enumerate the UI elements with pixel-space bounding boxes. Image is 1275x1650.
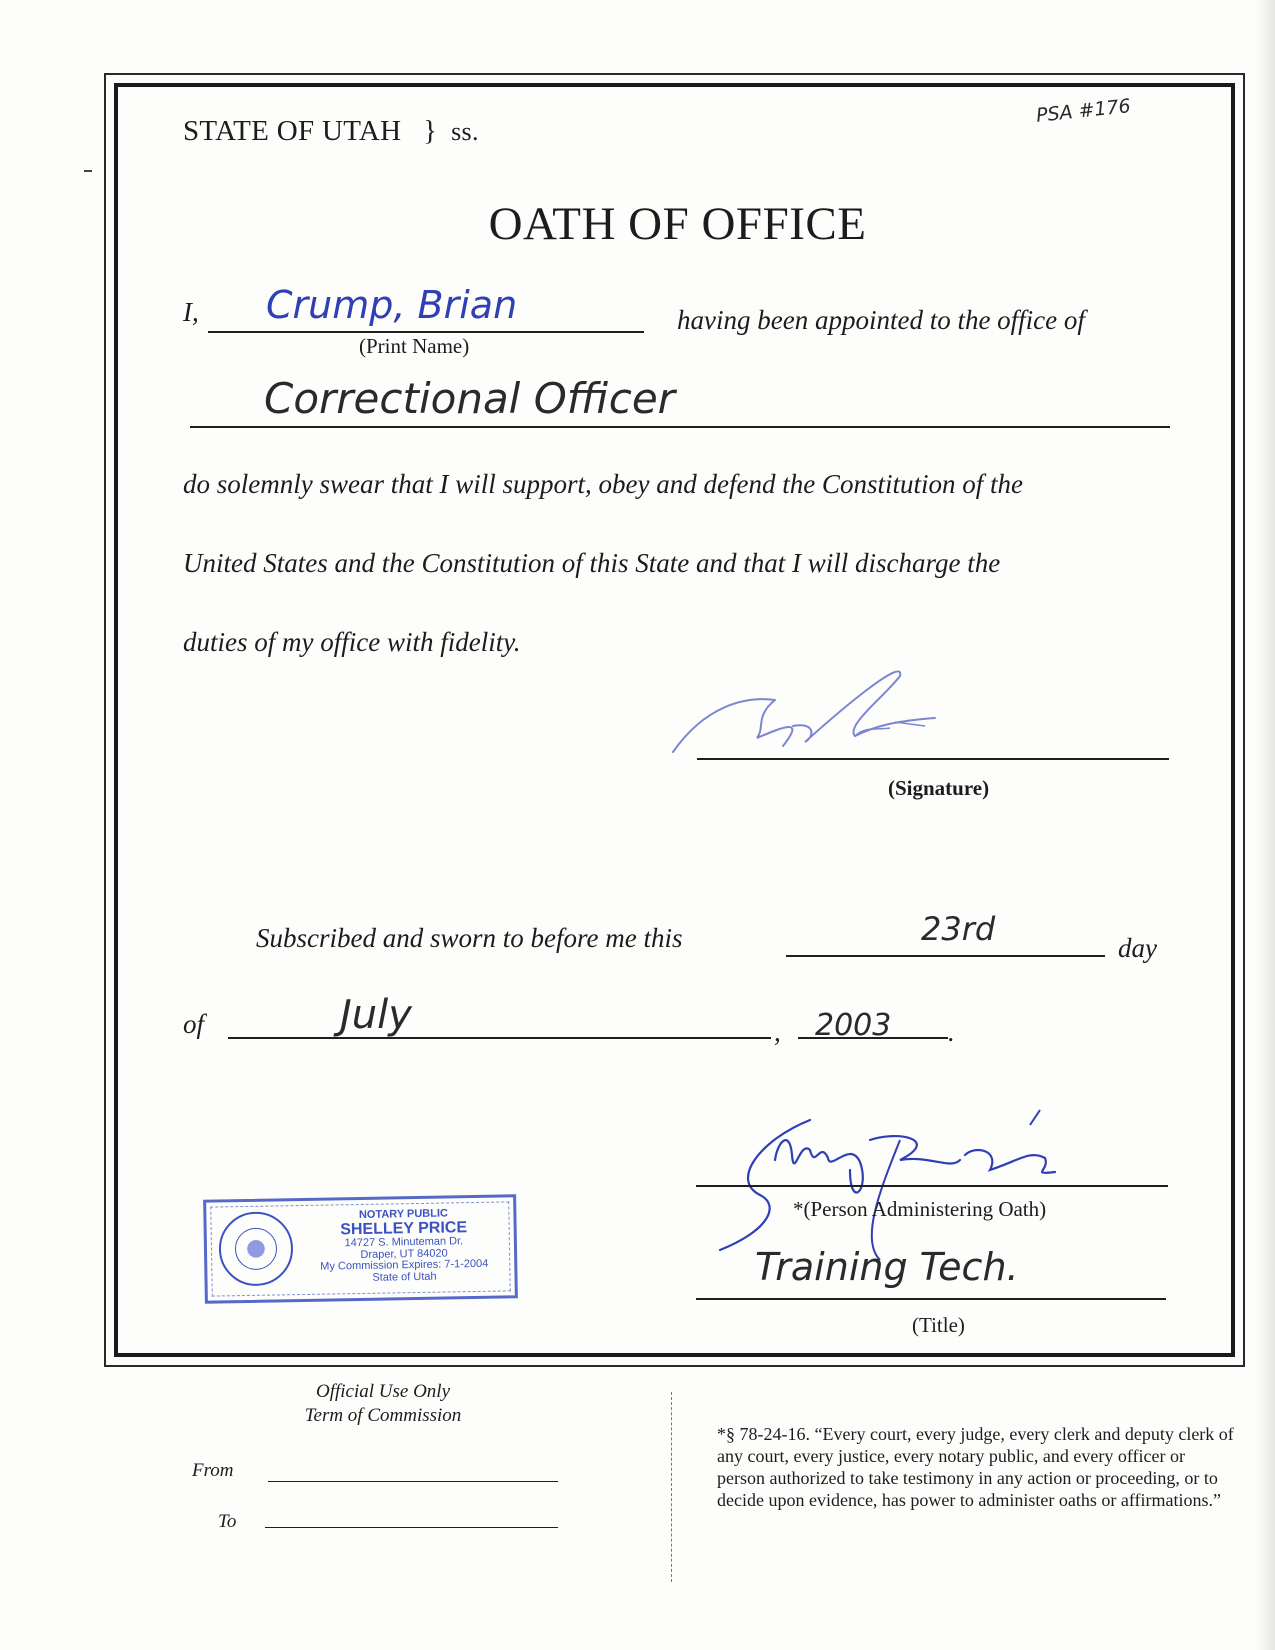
office-value: Correctional Officer — [264, 374, 675, 423]
to-line — [265, 1527, 558, 1528]
document-title: OATH OF OFFICE — [488, 198, 867, 250]
stamp-line-1: NOTARY PUBLIC — [358, 1207, 449, 1222]
signature-caption: (Signature) — [888, 776, 990, 800]
month-value: July — [340, 992, 412, 1038]
month-comma: , — [774, 1017, 781, 1047]
oath-line-1: do solemnly swear that I will support, obey and defend the Constitution of the — [183, 469, 1023, 499]
stamp-text — [298, 1207, 509, 1285]
title-line — [696, 1298, 1166, 1300]
officer-signature — [665, 666, 995, 766]
administrator-caption: *(Person Administering Oath) — [793, 1197, 1047, 1221]
from-line — [268, 1481, 558, 1482]
day-line — [786, 955, 1105, 957]
title-caption: (Title) — [912, 1313, 965, 1337]
print-name-caption: (Print Name) — [359, 334, 470, 358]
year-period: . — [948, 1017, 955, 1047]
office-line — [190, 426, 1170, 428]
stamp-line-3: 14727 S. Minuteman Dr. — [344, 1235, 464, 1250]
day-value: 23rd — [921, 910, 996, 948]
oath-line-3: duties of my office with fidelity. — [183, 627, 521, 657]
stamp-line-2: SHELLEY PRICE — [340, 1218, 468, 1238]
year-value: 2003 — [815, 1008, 892, 1043]
stamp-line-5: My Commission Expires: 7-1-2004 — [320, 1258, 489, 1274]
sworn-text: Subscribed and sworn to before me this — [256, 923, 683, 953]
appointed-text: having been appointed to the office of — [677, 305, 1085, 335]
statute-note: *§ 78-24-16. “Every court, every judge, every clerk and deputy clerk of any court, every justice, every notary public, and every officer or person authorized to take testimony in any action or proceeding, or to decide upon evidence, has power to administer oaths or affirmations.” — [717, 1424, 1234, 1510]
day-suffix: day — [1118, 933, 1157, 963]
scan-mark — [84, 170, 92, 172]
printed-name-value: Crump, Brian — [266, 283, 518, 327]
venue-line — [183, 115, 479, 148]
term-heading: Term of Commission — [304, 1405, 462, 1426]
notary-stamp — [203, 1194, 518, 1303]
stamp-line-6: State of Utah — [372, 1270, 437, 1284]
oath-line-2: United States and the Constitution of this State and that I will discharge the — [183, 548, 1001, 578]
to-label: To — [218, 1511, 237, 1532]
venue-brace: } — [423, 116, 438, 147]
venue-ss: ss. — [451, 117, 479, 146]
name-prefix: I, — [183, 297, 199, 327]
signature-line — [697, 758, 1169, 760]
handwritten-reference: PSA #176 — [1035, 95, 1132, 127]
administrator-line — [696, 1185, 1168, 1187]
name-line — [208, 331, 644, 333]
month-line — [228, 1037, 771, 1039]
from-label: From — [192, 1460, 234, 1481]
section-divider — [671, 1392, 672, 1582]
state-name: STATE OF UTAH — [183, 115, 402, 147]
stamp-line-4: Draper, UT 84020 — [360, 1247, 448, 1261]
seal-emblem — [235, 1227, 278, 1270]
official-use-heading: Official Use Only — [315, 1381, 451, 1402]
title-value: Training Tech. — [755, 1245, 1019, 1289]
of-text: of — [183, 1009, 205, 1039]
